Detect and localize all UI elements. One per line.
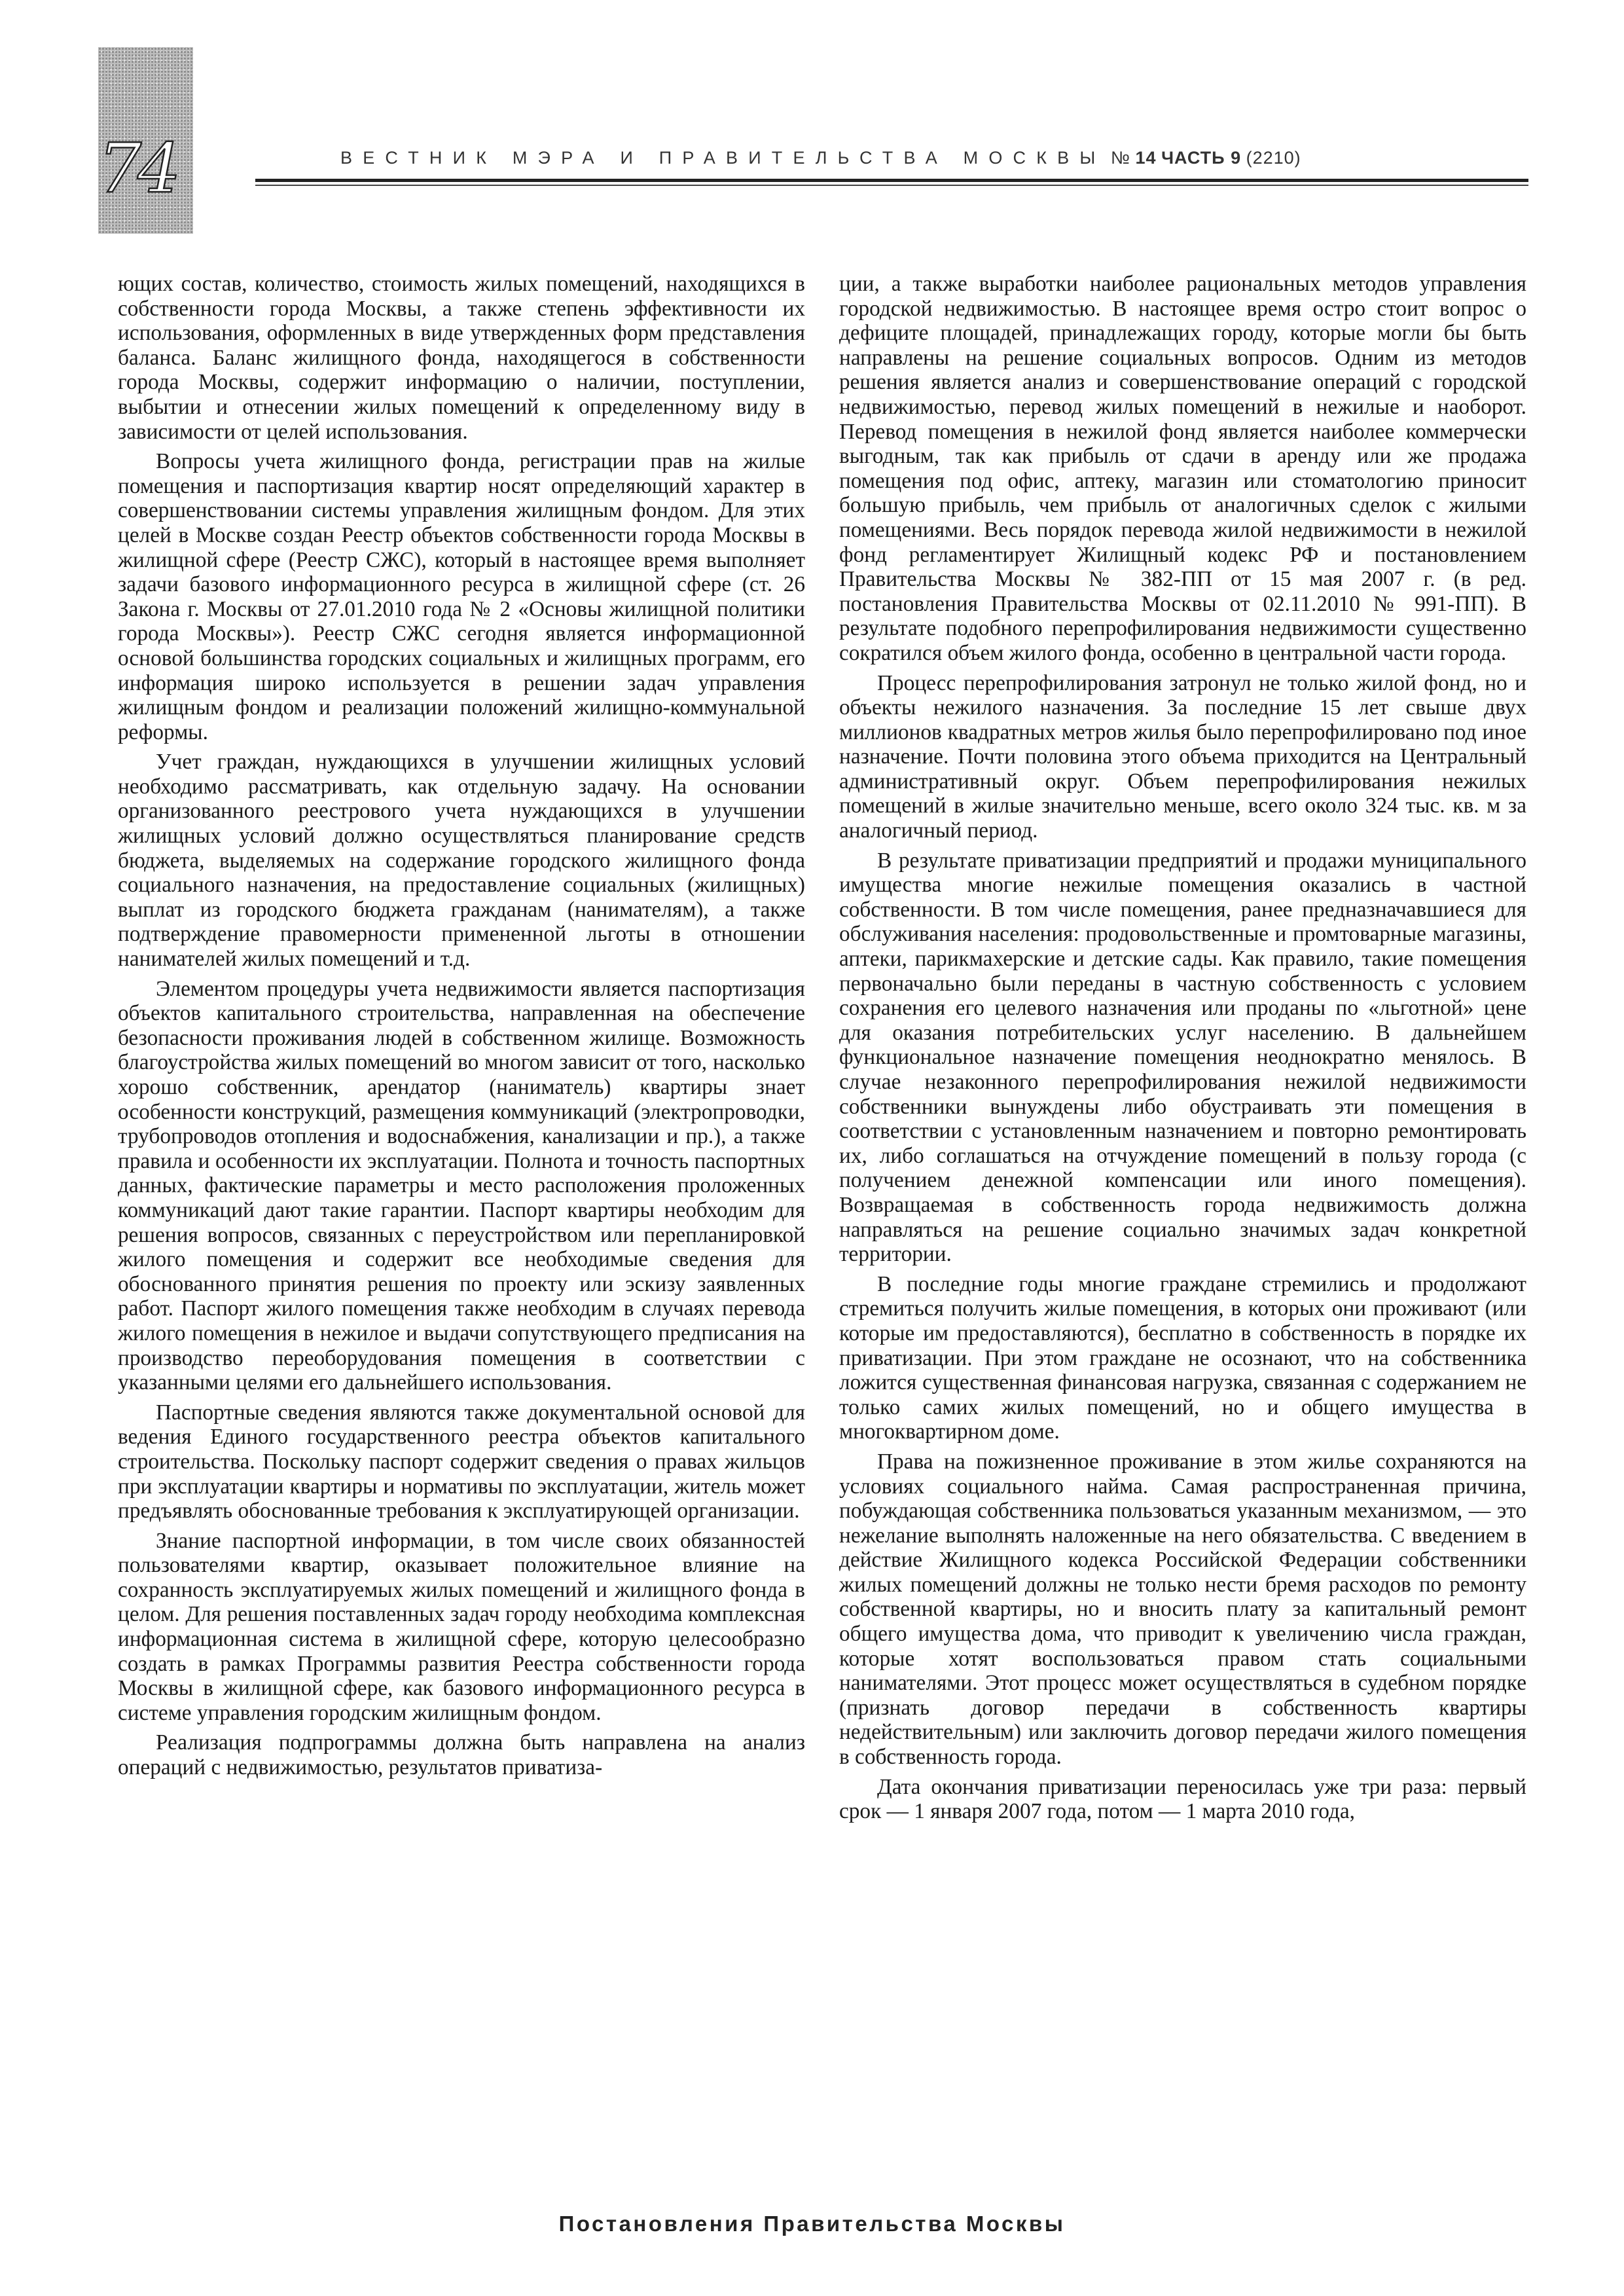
paragraph: В последние годы многие граждане стремились и продолжают стремиться получить жилые помещения, в которых они проживают (или которые им предоставляются), бесплатно в собственность в порядке их приватизации. При этом граждане не осознают, что на собственника ложится существенная финансовая нагрузка, связанная с содержанием не только самих жилых помещений, но и общего имущества в многоквартирном доме. <box>839 1271 1526 1444</box>
paragraph: Паспортные сведения являются также документальной основой для ведения Единого государственного реестра объектов капитального строительства. Поскольку паспорт содержит сведения о правах жильцов при эксплуатации квартиры и нормативы по эксплуатации, житель может предъявлять обоснованные требования к эксплуатирующей организации. <box>118 1400 805 1523</box>
paragraph: Дата окончания приватизации переносилась уже три раза: первый срок — 1 января 2007 года, потом — 1 марта 2010 года, <box>839 1774 1526 1824</box>
paragraph: Элементом процедуры учета недвижимости является паспортизация объектов капитального строительства, направленная на обеспечение безопасности проживания людей в собственном жилище. Возможность благоустройства жилых помещений во многом зависит от того, насколько хорошо собственник, арендатор (наниматель) квартиры знает особенности конструкций, размещения коммуникаций (электропроводки, трубопроводов отопления и водоснабжения, канализации и пр.), а также правила и особенности их эксплуатации. Полнота и точность паспортных данных, фактические параметры и место расположения проложенных коммуникаций дают такие гарантии. Паспорт квартиры необходим для решения вопросов, связанных с переустройством или перепланировкой жилого помещения и содержит все необходимые сведения для обоснованного принятия решения по проекту или эскизу заявленных работ. Паспорт жилого помещения также необходим в случаях перевода жилого помещения в нежилое и выдачи сопутствующего предписания на производство переоборудования помещения в соответствии с указанными целями его дальнейшего использования. <box>118 976 805 1395</box>
running-header <box>340 148 1532 168</box>
paragraph: Учет граждан, нуждающихся в улучшении жилищных условий необходимо рассматривать, как отдельную задачу. На основании организованного реестрового учета нуждающихся в улучшении жилищных условий должно осуществляться планирование средств бюджета, выделяемых на содержание городского жилищного фонда социального назначения, на предоставление социальных (жилищных) выплат из городского бюджета гражданам (нанимателям), а также подтверждение правомерности примененной льготы в отношении нанимателей жилых помещений и т.д. <box>118 750 805 972</box>
paragraph: В результате приватизации предприятий и продажи муниципального имущества многие нежилые помещения оказались в частной собственности. В том числе помещения, ранее предназначавшиеся для обслуживания населения: продовольственные и промтоварные магазины, аптеки, парикмахерские и детские сады. Как правило, такие помещения первоначально были переданы в частную собственность с условием сохранения его целевого назначения или проданы по «льготной» цене для оказания потребительских услуг населению. В дальнейшем функциональное назначение помещения неоднократно менялось. В случае незаконного перепрофилирования нежилой недвижимости собственники вынуждены либо обустраивать эти помещения в соответствии с установленным назначением и повторно ремонтировать их, либо соглашаться на отчуждение помещений в пользу города (с получением денежной компенсации или иного помещения). Возвращаемая в собственность города недвижимость должна направляться на решение социально значимых задач конкретной территории. <box>839 848 1526 1267</box>
paragraph: Реализация подпрограммы должна быть направлена на анализ операций с недвижимостью, результатов приватиза- <box>118 1730 805 1780</box>
issue-total-number: (2210) <box>1246 148 1301 168</box>
paragraph: Процесс перепрофилирования затронул не только жилой фонд, но и объекты нежилого назначения. За последние 15 лет свыше двух миллионов квадратных метров жилья было перепрофилировано под иное назначение. Почти половина этого объема приходится на Центральный административный округ. Объем перепрофилирования нежилых помещений в жилые значительно меньше, всего около 324 тыс. кв. м за аналогичный период. <box>839 670 1526 843</box>
paragraph: Знание паспортной информации, в том числе своих обязанностей пользователями квартир, оказывает положительное влияние на сохранность эксплуатируемых жилых помещений и жилищного фонда в целом. Для решения поставленных задач городу необходима комплексная информационная система в жилищной сфере, которую целесообразно создать в рамках Программы развития Реестра собственности города Москвы в жилищной сфере, как базового информационного ресурса в системе управления городским жилищным фондом. <box>118 1528 805 1725</box>
header-rule-thin <box>255 185 1528 186</box>
issue-number-sign: № <box>1111 148 1130 168</box>
issue-part: ЧАСТЬ 9 <box>1161 148 1242 168</box>
footer-section-title: Постановления Правительства Москвы <box>558 2212 1066 2236</box>
paragraph: ции, а также выработки наиболее рациональных методов управления городской недвижимостью. В настоящее время остро стоит вопрос о дефиците площадей, принадлежащих городу, которые могли бы быть направлены на решение социальных вопросов. Одним из методов решения является анализ и совершенствование операций с городской недвижимостью, перевод жилых помещений в нежилые и наоборот. Перевод помещения в нежилой фонд является наиболее коммерчески выгодным, так как прибыль от сдачи в аренду или же продажа помещения под офис, аптеку, магазин или стоматологию приносит большую прибыль, чем прибыль от аналогичных сделок с жилыми помещениями. Весь порядок перевода жилой недвижимости в нежилой фонд регламентирует Жилищный кодекс РФ и постановлением Правительства Москвы № 382-ПП от 15 мая 2007 г. (в ред. постановления Правительства Москвы от 02.11.2010 № 991-ПП). В результате подобного перепрофилирования недвижимости существенно сократился объем жилого фонда, особенно в центральной части города. <box>839 272 1526 665</box>
page-number: 74 <box>98 128 177 208</box>
header-rule-thick <box>255 179 1528 182</box>
paragraph: Права на пожизненное проживание в этом жилье сохраняются на условиях социального найма. Самая распространенная причина, побуждающая собственника пользоваться указанным механизмом, — это нежелание выполнять наложенные на него обязательства. С введением в действие Жилищного кодекса Российской Федерации собственники жилых помещений должны не только нести бремя расходов по ремонту собственной квартиры, но и вносить плату за капитальный ремонт общего имущества дома, что приводит к увеличению числа граждан, которые хотят воспользоваться правом стать социальными нанимателями. Этот процесс может осуществляться в судебном порядке (признать договор передачи в собственность квартиры недействительным) или заключить договор передачи жилого помещения в собственность города. <box>839 1449 1526 1770</box>
paragraph: Вопросы учета жилищного фонда, регистрации прав на жилые помещения и паспортизация квартир носят определяющий характер в совершенствовании системы управления жилищным фондом. Для этих целей в Москве создан Реестр объектов собственности города Москвы в жилищной сфере (Реестр СЖС), который в настоящее время выполняет задачи базового информационного ресурса в жилищной сфере (ст. 26 Закона г. Москвы от 27.01.2010 года № 2 «Основы жилищной политики города Москвы»). Реестр СЖС сегодня является информационной основой большинства городских социальных и жилищных программ, его информация широко используется в решении задач управления жилищным фондом и реализации положений жилищно-коммунальной реформы. <box>118 449 805 744</box>
publication-name: ВЕСТНИК МЭРА И ПРАВИТЕЛЬСТВА МОСКВЫ <box>340 148 1106 168</box>
issue-number: 14 <box>1135 148 1157 168</box>
right-column <box>839 272 1526 1829</box>
paragraph: ющих состав, количество, стоимость жилых помещений, находящихся в собственности города Москвы, а также степень эффективности их использования, оформленных в виде утвержденных форм представления баланса. Баланс жилищного фонда, находящегося в собственности города Москвы, содержит информацию о наличии, поступлении, выбытии и отнесении жилых помещений к определенному виду в зависимости от целей использования. <box>118 272 805 444</box>
left-column <box>118 272 805 1785</box>
